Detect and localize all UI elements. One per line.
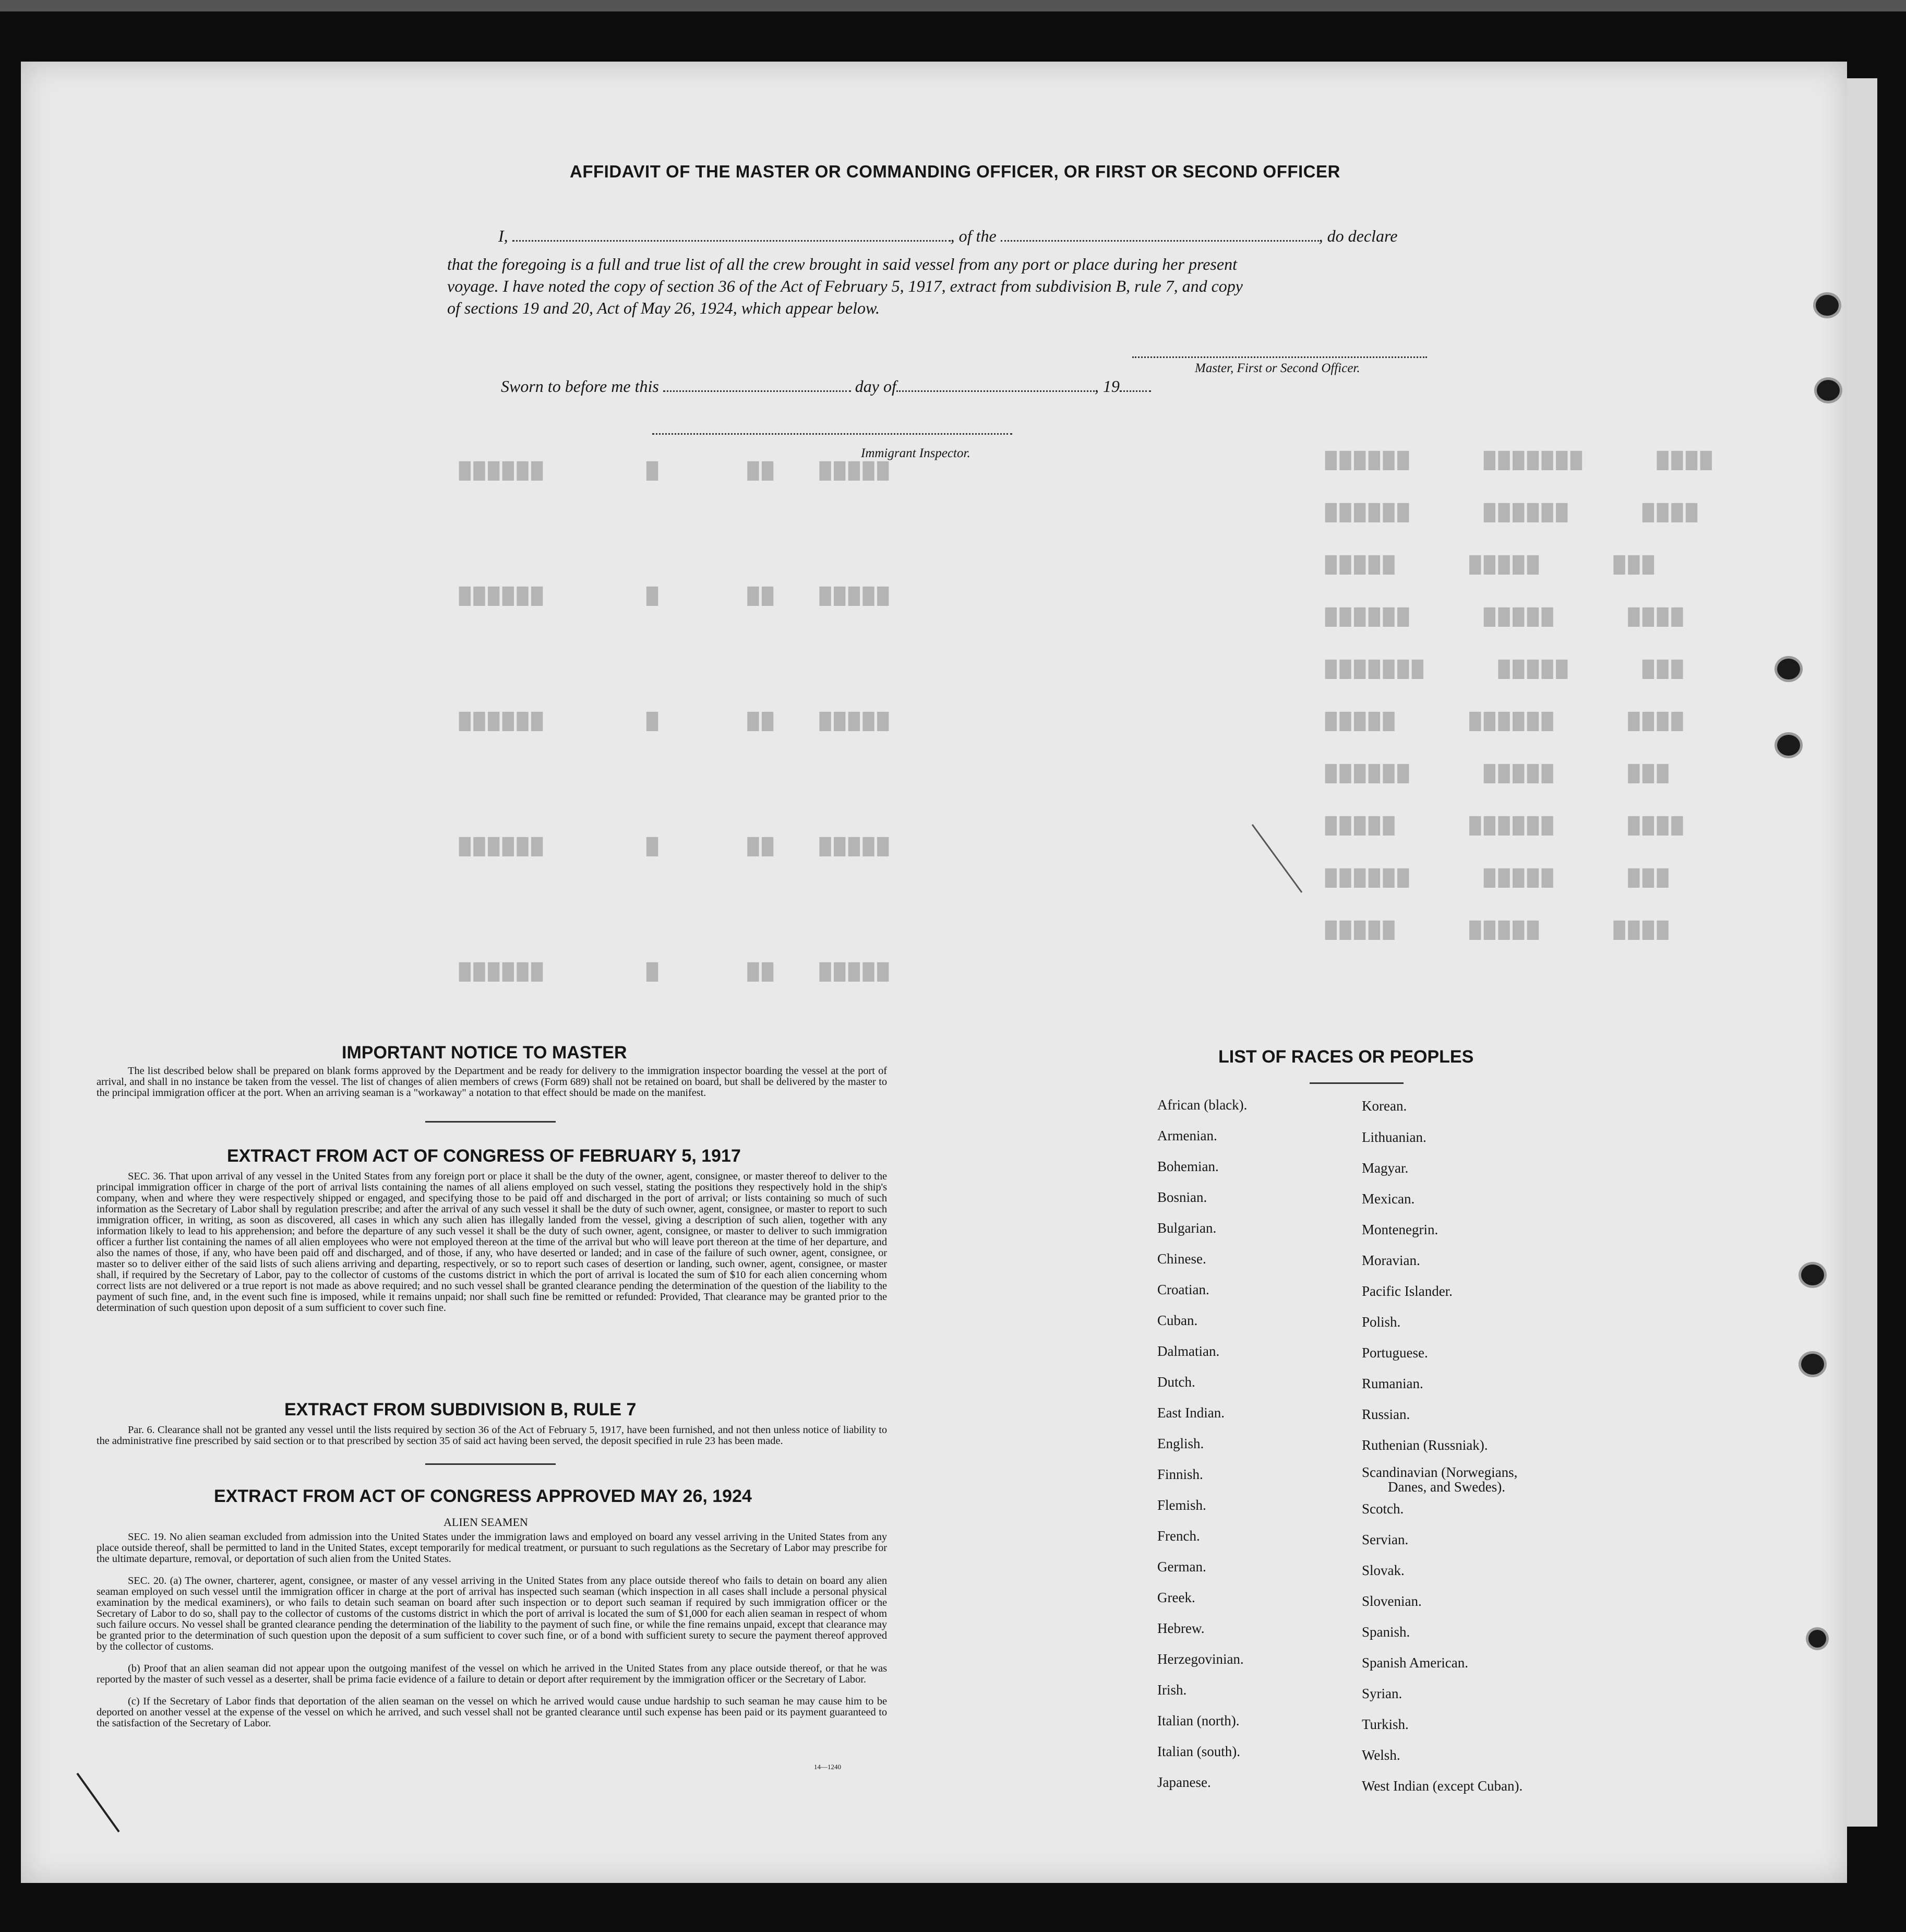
ghost-text: ▇▇▇▇▇▇ ▇ ▇▇ ▇▇▇▇▇ (459, 586, 892, 607)
year-label: , 19 (1094, 377, 1120, 396)
race-left-item: Italian (south). (1157, 1744, 1240, 1759)
pencil-stroke (77, 1773, 119, 1832)
ghost-text: ▇▇▇▇▇▇ ▇▇▇▇▇▇▇ ▇▇▇▇ (1325, 450, 1715, 471)
race-left-item: Bosnian. (1157, 1189, 1207, 1205)
race-left-item: Dalmatian. (1157, 1343, 1220, 1359)
sworn-label: Sworn to before me this (501, 377, 659, 396)
ghost-text: ▇▇▇▇▇▇ ▇ ▇▇ ▇▇▇▇▇ (459, 836, 892, 857)
day-of-label: day of (855, 377, 896, 396)
affidavit-line-2: voyage. I have noted the copy of section 36 of the Act of February 5, 1917, extract from subdivision B, rule 7, and copy (447, 277, 1243, 295)
race-left-item: Irish. (1157, 1682, 1187, 1698)
ghost-text: ▇▇▇▇▇▇▇ ▇▇▇▇▇ ▇▇▇ (1325, 659, 1686, 680)
race-right-item: Welsh. (1362, 1747, 1400, 1763)
sec20b-body: (b) Proof that an alien seaman did not appear upon the outgoing manifest of the vessel on which he arrived in the United States from any place outside thereof, or that he was reported by the master of such vessel as a deserter, shall be prima facie evidence of a failure to detain or deport after requirement by the immigration officer or the Secretary of Labor. (97, 1663, 887, 1685)
race-right-item: Slovak. (1362, 1563, 1405, 1578)
race-left-item: African (black). (1157, 1097, 1248, 1113)
race-right-item: Syrian. (1362, 1686, 1402, 1701)
inspector-signature-label: Immigrant Inspector. (861, 446, 970, 460)
race-left-item: Cuban. (1157, 1313, 1198, 1328)
ghost-text: ▇▇▇▇▇ ▇▇▇▇▇ ▇▇▇ (1325, 554, 1657, 576)
race-right-item: Portuguese. (1362, 1345, 1428, 1361)
race-right-item: Ruthenian (Russniak). (1362, 1437, 1488, 1453)
race-right-item: Scotch. (1362, 1501, 1404, 1517)
race-left-item: Flemish. (1157, 1497, 1206, 1513)
race-left-item: Dutch. (1157, 1374, 1195, 1390)
race-right-item: Servian. (1362, 1532, 1409, 1547)
master-signature-label: Master, First or Second Officer. (1195, 361, 1360, 375)
sec20c-body: (c) If the Secretary of Labor finds that deportation of the alien seaman on the vessel on which he arrived would cause undue hardship to such seaman he may cause him to be deported on another vessel at the expense of the vessel on which he arrived, and such vessel shall not be granted clearance until such expense has been paid or its payment guaranteed to the satisfaction of the Secretary of Labor. (97, 1696, 887, 1729)
race-right-item: Spanish. (1362, 1624, 1410, 1640)
race-left-item: Croatian. (1157, 1282, 1209, 1297)
extract-1917-title: EXTRACT FROM ACT OF CONGRESS OF FEBRUARY 5, 1917 (227, 1146, 741, 1166)
ghost-text: ▇▇▇▇▇▇ ▇▇▇▇▇ ▇▇▇▇ (1325, 606, 1686, 628)
race-right-item: Magyar. (1362, 1160, 1409, 1176)
i-label: I, (498, 226, 508, 245)
ghost-text: ▇▇▇▇▇ ▇▇▇▇▇ ▇▇▇▇ (1325, 920, 1672, 941)
race-left-item: East Indian. (1157, 1405, 1225, 1421)
alien-seamen-subtitle: ALIEN SEAMEN (443, 1516, 528, 1529)
race-right-item: Pacific Islander. (1362, 1283, 1453, 1299)
affidavit-line-1: that the foregoing is a full and true list of all the crew brought in said vessel from any port or place during her present (447, 255, 1237, 273)
race-left-item: Bohemian. (1157, 1159, 1219, 1174)
race-left-item: Greek. (1157, 1590, 1195, 1605)
race-left-item: Herzegovinian. (1157, 1651, 1244, 1667)
ghost-text: ▇▇▇▇▇ ▇▇▇▇▇▇ ▇▇▇▇ (1325, 815, 1686, 837)
race-right-item: Moravian. (1362, 1253, 1420, 1268)
race-left-item: Finnish. (1157, 1466, 1203, 1482)
ghost-text: ▇▇▇▇▇▇ ▇ ▇▇ ▇▇▇▇▇ (459, 711, 892, 732)
notice-body: The list described below shall be prepared on blank forms approved by the Department and be ready for delivery to the immigration inspector boarding the vessel at the port of arrival, and shall in no instance be taken from the vessel. The list of changes of alien members of crews (Form 689) shall not be retained on board, but shall be delivered by the master to the principal immigration officer at the port. When an arriving seaman is a "workaway" a notation to that effect should be made on the manifest. (97, 1065, 887, 1099)
affidavit-line-3: of sections 19 and 20, Act of May 26, 1924, which appear below. (447, 299, 880, 317)
race-right-item: Montenegrin. (1362, 1222, 1439, 1237)
extract-1924-title: EXTRACT FROM ACT OF CONGRESS APPROVED MAY 26, 1924 (214, 1486, 752, 1506)
race-right-item: Lithuanian. (1362, 1129, 1426, 1145)
race-right-item: West Indian (except Cuban). (1362, 1778, 1523, 1794)
races-title: LIST OF RACES OR PEOPLES (1218, 1047, 1474, 1067)
race-left-item: Bulgarian. (1157, 1220, 1217, 1236)
do-declare-label: , do declare (1318, 226, 1398, 245)
race-left-item: French. (1157, 1528, 1200, 1544)
ghost-text: ▇▇▇▇▇▇ ▇▇▇▇▇ ▇▇▇ (1325, 867, 1672, 889)
race-left-item: Armenian. (1157, 1128, 1217, 1143)
race-right-item: Turkish. (1362, 1716, 1409, 1732)
form-number: 14—1240 (814, 1763, 841, 1771)
ghost-text: ▇▇▇▇▇▇ ▇ ▇▇ ▇▇▇▇▇ (459, 460, 892, 482)
ghost-text: ▇▇▇▇▇▇ ▇ ▇▇ ▇▇▇▇▇ (459, 961, 892, 983)
race-right-item: Polish. (1362, 1314, 1401, 1330)
sec19-body: SEC. 19. No alien seaman excluded from admission into the United States under the immigration laws and employed on board any vessel arriving in the United States from any place outside thereof, shall be permitted to land in the United States, except temporarily for medical treatment, or pursuant to such regulations as the Secretary of Labor may prescribe for the ultimate departure, removal, or deportation of such alien from the United States. (97, 1531, 887, 1565)
race-right-item: Russian. (1362, 1406, 1410, 1422)
sec20a-body: SEC. 20. (a) The owner, charterer, agent, consignee, or master of any vessel arriving in the United States from any place outside thereof who fails to detain on board any alien seaman employed on such vessel until the immigration officer in charge at the port of arrival has inspected such seaman (which inspection in all cases shall include a personal physical examination by the medical examiners), or who fails to detain such seaman on board after such inspection or to deport such seaman if required by such immigration officer or the Secretary of Labor to do so, shall pay to the collector of customs of the customs district in which the port of arrival is located the sum of $1,000 for each alien seaman in respect of whom such failure occurs. No vessel shall be granted clearance pending the determination of the liability to the payment of such fine, or while the fine remains unpaid, except that clearance may be granted prior to the determination of such question upon the deposit of a sum sufficient to cover such fine, or of a bond with sufficient surety to secure the payment thereof approved by the collector of customs. (97, 1575, 887, 1652)
race-left-item: Japanese. (1157, 1774, 1211, 1790)
race-right-item: Korean. (1362, 1098, 1407, 1114)
race-left-item: German. (1157, 1559, 1206, 1575)
rule7-body: Par. 6. Clearance shall not be granted any vessel until the lists required by section 36 of the Act of February 5, 1917, have been furnished, and not then unless notice of liability to the administrative fine prescribed by said section or to that prescribed by section 35 of said act having been served, the deposit specified in rule 23 has been made. (97, 1424, 887, 1447)
pencil-stroke (1252, 825, 1302, 892)
of-the-label: , of the (950, 226, 997, 245)
race-right-item: Slovenian. (1362, 1593, 1422, 1609)
race-right-item: Mexican. (1362, 1191, 1415, 1207)
race-right-item: Scandinavian (Norwegians, (1362, 1464, 1518, 1480)
race-left-item: Hebrew. (1157, 1620, 1205, 1636)
rule7-title: EXTRACT FROM SUBDIVISION B, RULE 7 (284, 1400, 637, 1420)
race-right-item-continued: Danes, and Swedes). (1388, 1479, 1505, 1495)
race-left-item: Chinese. (1157, 1251, 1206, 1267)
race-right-item: Rumanian. (1362, 1376, 1423, 1391)
affidavit-title: AFFIDAVIT OF THE MASTER OR COMMANDING OFFICER, OR FIRST OR SECOND OFFICER (570, 162, 1340, 181)
ghost-text: ▇▇▇▇▇▇ ▇▇▇▇▇ ▇▇▇ (1325, 763, 1672, 784)
notice-title: IMPORTANT NOTICE TO MASTER (342, 1043, 627, 1063)
ghost-text: ▇▇▇▇▇▇ ▇▇▇▇▇▇ ▇▇▇▇ (1325, 502, 1700, 523)
race-right-item: Spanish American. (1362, 1655, 1468, 1671)
ghost-text: ▇▇▇▇▇ ▇▇▇▇▇▇ ▇▇▇▇ (1325, 711, 1686, 732)
race-left-item: Italian (north). (1157, 1713, 1240, 1728)
race-left-item: English. (1157, 1436, 1204, 1451)
extract-1917-body: SEC. 36. That upon arrival of any vessel in the United States from any foreign port or place it shall be the duty of the owner, agent, consignee, or master thereof to deliver to the principal immigration officer in charge of the port of arrival lists containing the names of all aliens employed on such vessel, stating the positions they respectively hold in the ship's company, when and where they were respectively shipped or engaged, and specifying those to be paid off and discharged in the port of arrival; or lists containing so much of such information as the Secretary of Labor shall by regulation prescribe; and after the arrival of any such vessel it shall be the duty of such owner, agent, consignee, or master to report to such immigration officer, in writing, as soon as discovered, all cases in which any such alien has illegally landed from the vessel, giving a description of such alien, together with any information likely to lead to his apprehension; and before the departure of any such vessel it shall be the duty of such owner, agent, consignee, or master to deliver to such immigration officer a further list containing the names of all alien employees who were not employed thereon at the time of the arrival but who will leave port thereon at the time of her departure, and also the names of those, if any, who have been paid off and discharged, and of those, if any, who have deserted or landed; and in case of the failure of such owner, agent, consignee, or master so to deliver either of the said lists of such aliens arriving and departing, respectively, or so to report such cases of desertion or landing, such owner, agent, consignee, or master shall, if required by the Secretary of Labor, pay to the collector of customs of the customs district in which the port of arrival is located the sum of $10 for each alien concerning whom correct lists are not delivered or a true report is not made as above required; and no such vessel shall be granted clearance pending the determination of the question of the liability to the payment of such fine, and, in the event such fine is imposed, while it remains unpaid; nor shall such fine be remitted or refunded: Provided, That clearance may be granted prior to the determination of such question upon deposit of a sum sufficient to cover such fine. (97, 1171, 887, 1314)
